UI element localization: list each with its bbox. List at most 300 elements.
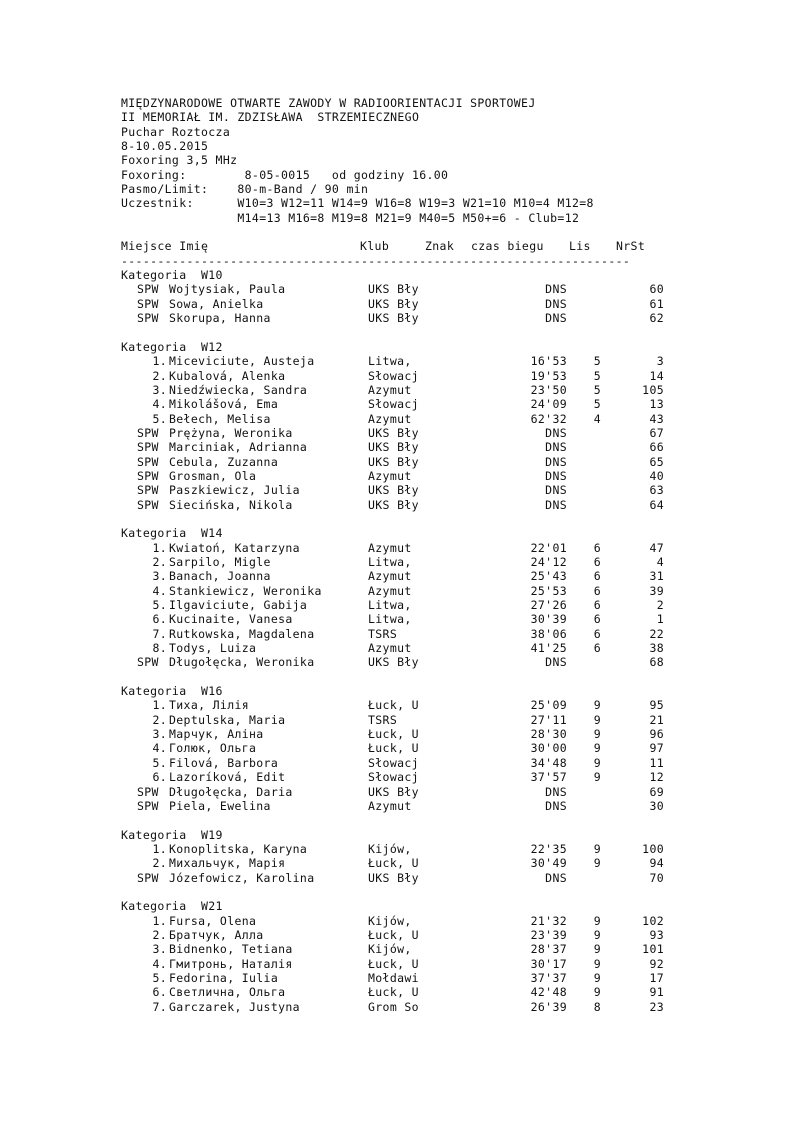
table-row: [121, 756, 681, 770]
row-time: DNS: [545, 440, 567, 455]
row-time: DNS: [545, 798, 567, 813]
row-time: DNS: [545, 870, 567, 885]
row-start-number: 61: [649, 296, 664, 311]
table-row: [121, 741, 681, 755]
row-name: Ilgaviciute, Gabija: [169, 598, 308, 613]
row-time: 41'25: [530, 641, 567, 656]
table-row: [121, 627, 681, 641]
row-club: Łuck, U: [368, 741, 419, 756]
row-place: SPW: [137, 425, 159, 440]
row-time: 21'32: [530, 913, 567, 928]
row-start-number: 63: [649, 483, 664, 498]
category-title: Kategoria W19: [121, 827, 223, 842]
row-place: SPW: [137, 655, 159, 670]
row-foxes: 9: [593, 927, 601, 942]
row-club: Łuck, U: [368, 956, 419, 971]
table-row: [121, 541, 681, 555]
discipline: Foxoring 3,5 MHz: [121, 153, 238, 168]
row-club: Azymut: [368, 411, 412, 426]
row-club: Azymut: [368, 468, 412, 483]
row-foxes: 9: [593, 985, 601, 1000]
category-block: [121, 828, 681, 900]
category-block: [121, 684, 681, 827]
row-start-number: 13: [649, 397, 664, 412]
row-start-number: 102: [642, 913, 664, 928]
row-name: Fursa, Olena: [169, 913, 257, 928]
category-rows: [121, 282, 681, 325]
row-name: Konoplitska, Karyna: [169, 841, 308, 856]
row-name: Marciniak, Adrianna: [169, 440, 308, 455]
row-time: 25'53: [530, 583, 567, 598]
row-club: Azymut: [368, 569, 412, 584]
table-row: [121, 842, 681, 856]
column-header-start-number: NrSt: [616, 239, 646, 254]
row-start-number: 60: [649, 282, 664, 297]
row-foxes: 6: [593, 598, 601, 613]
row-name: Todys, Luiza: [169, 641, 257, 656]
row-place: SPW: [137, 296, 159, 311]
row-time: DNS: [545, 296, 567, 311]
table-row: [121, 383, 681, 397]
row-club: Słowacj: [368, 770, 419, 785]
row-club: Grom So: [368, 999, 419, 1014]
spacer: [121, 225, 681, 239]
row-start-number: 91: [649, 985, 664, 1000]
row-club: Łuck, U: [368, 727, 419, 742]
header-separator: ----------------------------------------------------------------------: [121, 253, 631, 268]
table-row: [121, 641, 681, 655]
row-time: DNS: [545, 497, 567, 512]
row-time: 37'57: [530, 770, 567, 785]
row-start-number: 96: [649, 727, 664, 742]
row-time: DNS: [545, 454, 567, 469]
row-start-number: 14: [649, 368, 664, 383]
row-start-number: 66: [649, 440, 664, 455]
row-time: 34'48: [530, 755, 567, 770]
row-name: Paszkiewicz, Julia: [169, 483, 300, 498]
row-place: 3.: [152, 569, 167, 584]
row-start-number: 11: [649, 755, 664, 770]
row-start-number: 31: [649, 569, 664, 584]
table-row: [121, 455, 681, 469]
table-row: [121, 483, 681, 497]
table-row: [121, 914, 681, 928]
cup-name: Puchar Roztocza: [121, 124, 231, 139]
row-place: 5.: [152, 755, 167, 770]
table-row: [121, 412, 681, 426]
row-place: 1.: [152, 913, 167, 928]
row-time: 30'49: [530, 856, 567, 871]
row-start-number: 3: [656, 354, 664, 369]
row-name: Гмитронь, Наталія: [169, 956, 293, 971]
row-start-number: 101: [642, 942, 664, 957]
table-row: [121, 354, 681, 368]
table-row: [121, 397, 681, 411]
table-row: [121, 555, 681, 569]
row-time: 27'26: [530, 598, 567, 613]
row-place: SPW: [137, 798, 159, 813]
row-place: SPW: [137, 440, 159, 455]
row-name: Niedźwiecka, Sandra: [169, 382, 308, 397]
row-start-number: 92: [649, 956, 664, 971]
table-row: [121, 928, 681, 942]
row-club: UKS Bły: [368, 454, 419, 469]
row-time: DNS: [545, 655, 567, 670]
row-time: DNS: [545, 282, 567, 297]
table-row: [121, 698, 681, 712]
row-club: UKS Bły: [368, 784, 419, 799]
row-time: 22'35: [530, 841, 567, 856]
row-name: Тиха, Лілія: [169, 698, 250, 713]
row-club: TSRS: [368, 712, 398, 727]
row-foxes: 4: [593, 411, 601, 426]
row-name: Józefowicz, Karolina: [169, 870, 315, 885]
row-name: Prężyna, Weronika: [169, 425, 293, 440]
table-row: [121, 297, 681, 311]
row-start-number: 43: [649, 411, 664, 426]
row-foxes: 6: [593, 540, 601, 555]
row-name: Rutkowska, Magdalena: [169, 626, 315, 641]
row-time: DNS: [545, 483, 567, 498]
row-foxes: 6: [593, 555, 601, 569]
table-row: [121, 612, 681, 626]
table-row: [121, 440, 681, 454]
column-header-time: czas biegu: [471, 239, 544, 254]
row-start-number: 22: [649, 626, 664, 641]
table-row: [121, 957, 681, 971]
category-block: [121, 268, 681, 340]
row-name: Długołęcka, Weronika: [169, 655, 315, 670]
row-time: 30'39: [530, 612, 567, 627]
event-title: MIĘDZYNARODOWE OTWARTE ZAWODY W RADIOORIENTACJI SPORTOWEJ: [121, 96, 536, 110]
row-foxes: 5: [593, 382, 601, 397]
row-foxes: 9: [593, 956, 601, 971]
participants-line-2: M14=13 M16=8 M19=8 M21=9 M40=5 M50+=6 - Club=12: [121, 210, 580, 225]
column-header-club: Klub: [360, 239, 390, 254]
spacer: [121, 512, 681, 526]
category-block: [121, 526, 681, 684]
row-time: 19'53: [530, 368, 567, 383]
row-place: SPW: [137, 483, 159, 498]
category-list: [121, 268, 681, 1014]
row-club: Kijów,: [368, 942, 412, 957]
row-name: Długołęcka, Daria: [169, 784, 293, 799]
table-row: [121, 598, 681, 612]
row-foxes: 9: [593, 942, 601, 957]
row-time: 38'06: [530, 626, 567, 641]
row-start-number: 94: [649, 856, 664, 871]
row-name: Sowa, Anielka: [169, 296, 264, 311]
row-name: Garczarek, Justyna: [169, 999, 300, 1014]
row-place: 5.: [152, 970, 167, 985]
row-place: 1.: [152, 354, 167, 369]
row-name: Deptulska, Maria: [169, 712, 286, 727]
category-title: Kategoria W21: [121, 899, 223, 914]
row-name: Piela, Ewelina: [169, 798, 271, 813]
row-time: 28'30: [530, 727, 567, 742]
row-place: 1.: [152, 540, 167, 555]
category-block: [121, 899, 681, 1014]
row-club: Kijów,: [368, 841, 412, 856]
row-start-number: 4: [656, 555, 664, 569]
row-start-number: 65: [649, 454, 664, 469]
row-start-number: 70: [649, 870, 664, 885]
row-place: SPW: [137, 311, 159, 326]
table-row: [121, 311, 681, 325]
row-start-number: 62: [649, 311, 664, 326]
row-foxes: 9: [593, 698, 601, 713]
row-place: 2.: [152, 368, 167, 383]
row-time: 16'53: [530, 354, 567, 369]
participants-line-1: Uczestnik: W10=3 W12=11 W14=9 W16=8 W19=3 W21=10 M10=4 M12=8: [121, 196, 594, 211]
row-time: 23'39: [530, 927, 567, 942]
table-row: [121, 282, 681, 296]
row-foxes: 6: [593, 583, 601, 598]
row-start-number: 68: [649, 655, 664, 670]
row-club: Azymut: [368, 641, 412, 656]
row-club: UKS Bły: [368, 483, 419, 498]
row-foxes: 8: [593, 999, 601, 1014]
row-place: 6.: [152, 612, 167, 627]
row-start-number: 17: [649, 970, 664, 985]
row-place: 4.: [152, 741, 167, 756]
row-club: Litwa,: [368, 612, 412, 627]
row-time: 28'37: [530, 942, 567, 957]
row-name: Bełech, Melisa: [169, 411, 271, 426]
row-foxes: 9: [593, 970, 601, 985]
row-name: Светлична, Ольга: [169, 985, 286, 1000]
row-club: Łuck, U: [368, 698, 419, 713]
row-place: 4.: [152, 583, 167, 598]
row-place: 2.: [152, 555, 167, 569]
row-foxes: 9: [593, 841, 601, 856]
table-row: [121, 727, 681, 741]
row-club: Słowacj: [368, 397, 419, 412]
row-place: 7.: [152, 626, 167, 641]
row-foxes: 6: [593, 569, 601, 584]
row-start-number: 95: [649, 698, 664, 713]
row-name: Lazoríková, Edit: [169, 770, 286, 785]
table-row: [121, 971, 681, 985]
row-time: 23'50: [530, 382, 567, 397]
row-start-number: 40: [649, 468, 664, 483]
row-start-number: 21: [649, 712, 664, 727]
row-club: UKS Bły: [368, 870, 419, 885]
column-header-place-name: Miejsce Imię: [121, 239, 209, 254]
category-rows: [121, 914, 681, 1014]
row-name: Wojtysiak, Paula: [169, 282, 286, 297]
row-name: Skorupa, Hanna: [169, 311, 271, 326]
category-title: Kategoria W14: [121, 526, 223, 541]
row-time: 42'48: [530, 985, 567, 1000]
row-club: UKS Bły: [368, 655, 419, 670]
row-foxes: 9: [593, 727, 601, 742]
column-header-row: [121, 239, 681, 253]
row-time: 30'00: [530, 741, 567, 756]
row-start-number: 2: [656, 598, 664, 613]
row-foxes: 9: [593, 712, 601, 727]
row-time: 26'39: [530, 999, 567, 1014]
row-place: 5.: [152, 411, 167, 426]
row-place: 4.: [152, 397, 167, 412]
row-time: 30'17: [530, 956, 567, 971]
row-place: 3.: [152, 382, 167, 397]
row-name: Banach, Joanna: [169, 569, 271, 584]
row-start-number: 69: [649, 784, 664, 799]
row-start-number: 1: [656, 612, 664, 627]
row-name: Kwiatoń, Katarzyna: [169, 540, 300, 555]
row-foxes: 9: [593, 913, 601, 928]
row-club: Azymut: [368, 382, 412, 397]
row-club: Łuck, U: [368, 927, 419, 942]
row-place: 2.: [152, 856, 167, 871]
row-name: Kubalová, Alenka: [169, 368, 286, 383]
category-rows: [121, 541, 681, 670]
row-name: Stankiewicz, Weronika: [169, 583, 322, 598]
table-row: [121, 1000, 681, 1014]
row-club: Łuck, U: [368, 985, 419, 1000]
category-rows: [121, 698, 681, 813]
table-row: [121, 655, 681, 669]
row-time: DNS: [545, 784, 567, 799]
table-row: [121, 713, 681, 727]
row-place: 5.: [152, 598, 167, 613]
table-row: [121, 426, 681, 440]
row-club: Azymut: [368, 540, 412, 555]
row-name: Fedorina, Iulia: [169, 970, 279, 985]
spacer: [121, 326, 681, 340]
row-time: 37'37: [530, 970, 567, 985]
row-time: DNS: [545, 311, 567, 326]
table-row: [121, 569, 681, 583]
row-place: 3.: [152, 727, 167, 742]
row-club: Litwa,: [368, 354, 412, 369]
row-start-number: 23: [649, 999, 664, 1014]
row-foxes: 5: [593, 368, 601, 383]
table-row: [121, 942, 681, 956]
row-time: 24'09: [530, 397, 567, 412]
category-title: Kategoria W12: [121, 339, 223, 354]
category-rows: [121, 842, 681, 885]
row-place: 8.: [152, 641, 167, 656]
row-start-number: 93: [649, 927, 664, 942]
row-foxes: 6: [593, 612, 601, 627]
row-club: Słowacj: [368, 755, 419, 770]
row-name: Марчук, Аліна: [169, 727, 264, 742]
row-name: Михальчук, Марія: [169, 856, 286, 871]
table-row: [121, 770, 681, 784]
row-time: 27'11: [530, 712, 567, 727]
row-club: UKS Bły: [368, 425, 419, 440]
row-foxes: 9: [593, 856, 601, 871]
row-place: 2.: [152, 712, 167, 727]
table-row: [121, 469, 681, 483]
row-foxes: 5: [593, 354, 601, 369]
category-block: [121, 340, 681, 526]
band-limit-line: Pasmo/Limit: 80-m-Band / 90 min: [121, 182, 369, 197]
row-start-number: 39: [649, 583, 664, 598]
row-club: TSRS: [368, 626, 398, 641]
row-start-number: 100: [642, 841, 664, 856]
row-foxes: 6: [593, 641, 601, 656]
row-name: Cebula, Zuzanna: [169, 454, 279, 469]
row-place: SPW: [137, 282, 159, 297]
row-start-number: 105: [642, 382, 664, 397]
column-header-callsign: Znak: [425, 239, 455, 254]
table-row: [121, 785, 681, 799]
row-club: UKS Bły: [368, 296, 419, 311]
row-time: 24'12: [530, 555, 567, 569]
table-row: [121, 369, 681, 383]
column-header-foxes: Lis: [569, 239, 591, 254]
row-club: Litwa,: [368, 555, 412, 569]
foxoring-date-line: Foxoring: 8-05-0015 od godziny 16.00: [121, 167, 449, 182]
row-club: Litwa,: [368, 598, 412, 613]
table-row: [121, 498, 681, 512]
row-time: 22'01: [530, 540, 567, 555]
row-name: Filová, Barbora: [169, 755, 279, 770]
row-club: UKS Bły: [368, 497, 419, 512]
row-place: 4.: [152, 956, 167, 971]
row-foxes: 6: [593, 626, 601, 641]
category-rows: [121, 354, 681, 512]
table-row: [121, 871, 681, 885]
row-name: Sarpilo, Migle: [169, 555, 271, 569]
row-club: UKS Bły: [368, 311, 419, 326]
row-place: 2.: [152, 927, 167, 942]
spacer: [121, 670, 681, 684]
row-foxes: 9: [593, 770, 601, 785]
row-club: Mołdawi: [368, 970, 419, 985]
row-foxes: 9: [593, 755, 601, 770]
row-time: 62'32: [530, 411, 567, 426]
row-start-number: 67: [649, 425, 664, 440]
row-time: 25'09: [530, 698, 567, 713]
row-club: Azymut: [368, 798, 412, 813]
row-place: 7.: [152, 999, 167, 1014]
row-start-number: 97: [649, 741, 664, 756]
row-start-number: 12: [649, 770, 664, 785]
row-start-number: 64: [649, 497, 664, 512]
memorial-title: II MEMORIAŁ IM. ZDZISŁAWA STRZEMIECZNEGO: [121, 110, 420, 125]
row-club: UKS Bły: [368, 440, 419, 455]
table-row: [121, 985, 681, 999]
row-place: SPW: [137, 497, 159, 512]
row-place: 1.: [152, 698, 167, 713]
row-name: Братчук, Алла: [169, 927, 264, 942]
row-club: Słowacj: [368, 368, 419, 383]
row-start-number: 30: [649, 798, 664, 813]
row-club: Azymut: [368, 583, 412, 598]
row-name: Голюк, Ольга: [169, 741, 257, 756]
category-title: Kategoria W16: [121, 684, 223, 699]
row-place: SPW: [137, 468, 159, 483]
table-row: [121, 584, 681, 598]
row-place: 6.: [152, 770, 167, 785]
category-title: Kategoria W10: [121, 268, 223, 283]
table-row: [121, 799, 681, 813]
row-place: 3.: [152, 942, 167, 957]
row-place: SPW: [137, 784, 159, 799]
table-row: [121, 856, 681, 870]
row-name: Kucinaite, Vanesa: [169, 612, 293, 627]
row-name: Miceviciute, Austeja: [169, 354, 315, 369]
row-place: 6.: [152, 985, 167, 1000]
row-time: DNS: [545, 425, 567, 440]
row-name: Siecińska, Nikola: [169, 497, 293, 512]
row-name: Bidnenko, Tetiana: [169, 942, 293, 957]
row-foxes: 5: [593, 397, 601, 412]
